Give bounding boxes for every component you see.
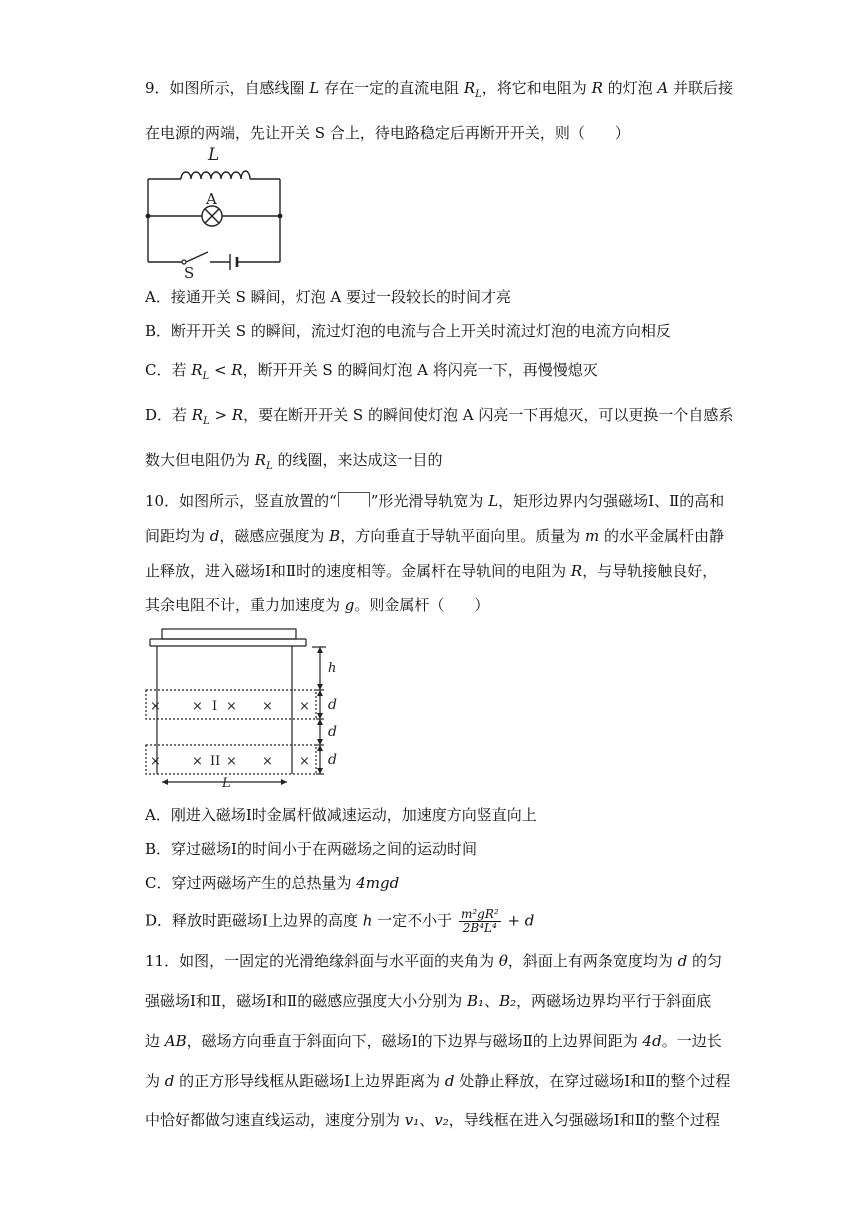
switch-label: S	[184, 264, 195, 278]
text: 。一边长	[661, 1032, 722, 1050]
text: m	[584, 527, 600, 545]
text: 其余电阻不计，重力加速度为	[145, 596, 345, 614]
cross-mark: ×	[262, 699, 273, 714]
field2-label: II	[210, 754, 221, 769]
text: 的匀	[687, 952, 723, 970]
text: 、	[484, 992, 500, 1010]
coil-label: L	[208, 145, 220, 165]
q11-stem-line3	[145, 1030, 722, 1052]
rail-shape-icon	[338, 492, 370, 507]
text: R	[254, 451, 267, 469]
text: R	[191, 406, 204, 424]
text: D．释放时距磁场Ⅰ上边界的高度	[145, 911, 363, 930]
text: ，两磁场边界均平行于斜面底	[516, 992, 712, 1010]
label-d2: d	[328, 724, 337, 740]
text: h	[362, 911, 373, 930]
cross-mark: ×	[150, 699, 161, 714]
text: R	[570, 562, 583, 580]
fraction	[459, 908, 501, 935]
text: θ	[498, 952, 508, 970]
text: AB	[164, 1032, 187, 1050]
cross-mark: ×	[299, 699, 310, 714]
lamp-label: A	[206, 190, 217, 208]
q10-option-c	[145, 872, 399, 894]
text: 止释放，进入磁场Ⅰ和Ⅱ时的速度相等。金属杆在导轨间的电阻为	[145, 562, 571, 580]
text: v₁	[404, 1111, 420, 1129]
text: ，要在断开开关 S 的瞬间使灯泡 A 闪亮一下再熄灭，可以更换一个自感系	[243, 406, 734, 424]
text: 为	[145, 1072, 165, 1090]
text: 处静止释放，在穿过磁场Ⅰ和Ⅱ的整个过程	[454, 1072, 731, 1090]
text: D．若	[145, 406, 192, 424]
q10-option-a: A．刚进入磁场Ⅰ时金属杆做减速运动，加速度方向竖直向上	[145, 806, 537, 824]
text: R	[591, 79, 603, 97]
text: 的正方形导线框从距磁场Ⅰ上边界距离为	[174, 1072, 445, 1090]
q9-option-d-line2	[145, 449, 443, 474]
text: 11．如图，一固定的光滑绝缘斜面与水平面的夹角为	[145, 952, 499, 970]
text: <	[209, 361, 232, 379]
text: 的线圈，来达成这一目的	[272, 451, 443, 469]
text: 一定不小于	[372, 911, 457, 930]
field1-label: I	[212, 699, 218, 714]
text: ，磁场方向垂直于斜面向下，磁场Ⅰ的下边界与磁场Ⅱ的上边界间距为	[186, 1032, 643, 1050]
text: ，将它和电阻为	[481, 79, 592, 97]
label-d1: d	[328, 697, 337, 713]
text: 9．如图所示，自感线圈	[145, 79, 310, 97]
text: L	[266, 461, 273, 472]
text: + d	[502, 911, 535, 930]
text: R	[463, 79, 476, 97]
text: 、	[419, 1111, 435, 1129]
text: ，导线框在进入匀强磁场Ⅰ和Ⅱ的整个过程	[448, 1111, 720, 1129]
text: B₂	[499, 992, 517, 1010]
text: >	[209, 406, 232, 424]
text: 并联后接	[668, 79, 734, 97]
text: 强磁场Ⅰ和Ⅱ，磁场Ⅰ和Ⅱ的磁感应强度大小分别为	[145, 992, 468, 1010]
text: 。则金属杆（ ）	[354, 596, 490, 614]
q10-stem-line3	[145, 560, 717, 582]
text: 的水平金属杆由静	[599, 527, 724, 545]
q10-option-b: B．穿过磁场Ⅰ的时间小于在两磁场之间的运动时间	[145, 840, 477, 858]
text: 4mgd	[356, 874, 400, 892]
q10-option-d	[145, 908, 534, 935]
text: R	[191, 361, 203, 379]
text: d	[444, 1072, 455, 1090]
text: 边	[145, 1032, 165, 1050]
text: 4d	[642, 1032, 662, 1050]
text: 的灯泡	[602, 79, 658, 97]
q11-stem-line1	[145, 950, 722, 972]
q9-circuit-diagram	[140, 140, 290, 278]
text: d	[164, 1072, 175, 1090]
text: ，矩形边界内匀强磁场Ⅰ、Ⅱ的高和	[498, 492, 725, 510]
text: L	[309, 79, 320, 97]
text: ，与导轨接触良好，	[582, 562, 718, 580]
cross-mark: ×	[226, 699, 237, 714]
fraction-numerator: m²gR²	[460, 907, 499, 921]
text: B	[329, 527, 341, 545]
label-L: L	[222, 776, 231, 791]
text: ，磁感应强度为	[219, 527, 330, 545]
text: d	[677, 952, 688, 970]
text: B₁	[467, 992, 485, 1010]
fraction-denominator: 2B⁴L⁴	[462, 921, 497, 935]
cross-mark: ×	[192, 699, 203, 714]
text: ，断开开关 S 的瞬间灯泡 A 将闪亮一下，再慢慢熄灭	[242, 361, 598, 379]
q9-stem-line1	[145, 77, 733, 102]
text: 10．如图所示，竖直放置的“	[145, 492, 337, 510]
text: L	[202, 371, 210, 382]
text: L	[475, 89, 482, 100]
q9-option-c	[145, 359, 598, 384]
label-h: h	[328, 661, 337, 676]
q10-stem-line2	[145, 525, 724, 547]
label-d3: d	[328, 752, 337, 768]
cross-mark: ×	[192, 754, 203, 769]
text: R	[231, 406, 244, 424]
q9-option-a: A．接通开关 S 瞬间，灯泡 A 要过一段较长的时间才亮	[145, 288, 512, 306]
text: 间距均为	[145, 527, 210, 545]
text: v₂	[434, 1111, 449, 1129]
cross-mark: ×	[299, 754, 310, 769]
text: R	[231, 361, 243, 379]
text: ”形光滑导轨宽为	[370, 492, 489, 510]
cross-mark: ×	[262, 754, 273, 769]
q10-stem-line4	[145, 594, 489, 616]
text: d	[209, 527, 220, 545]
text: C．若	[145, 361, 192, 379]
cross-mark: ×	[226, 754, 237, 769]
q11-stem-line5	[145, 1109, 720, 1131]
q11-stem-line4	[145, 1070, 730, 1092]
q10-stem-line1	[145, 490, 724, 512]
text: C．穿过两磁场产生的总热量为	[145, 874, 357, 892]
text: ，方向垂直于导轨平面向里。质量为	[340, 527, 585, 545]
text: ，斜面上有两条宽度均为	[507, 952, 678, 970]
q10-field-diagram	[140, 624, 340, 792]
q9-stem-line2: 在电源的两端，先让开关 S 合上，待电路稳定后再断开开关，则（ ）	[145, 124, 630, 142]
text: 存在一定的直流电阻	[319, 79, 464, 97]
text: 数大但电阻仍为	[145, 451, 255, 469]
q9-option-b: B．断开开关 S 的瞬间，流过灯泡的电流与合上开关时流过灯泡的电流方向相反	[145, 322, 671, 340]
text: 中恰好都做匀速直线运动，速度分别为	[145, 1111, 405, 1129]
q9-option-d	[145, 404, 733, 429]
text: A	[657, 79, 669, 97]
q11-stem-line2	[145, 990, 711, 1012]
text: L	[203, 416, 210, 427]
text: g	[344, 596, 355, 614]
text: L	[488, 492, 499, 510]
cross-mark: ×	[150, 754, 161, 769]
